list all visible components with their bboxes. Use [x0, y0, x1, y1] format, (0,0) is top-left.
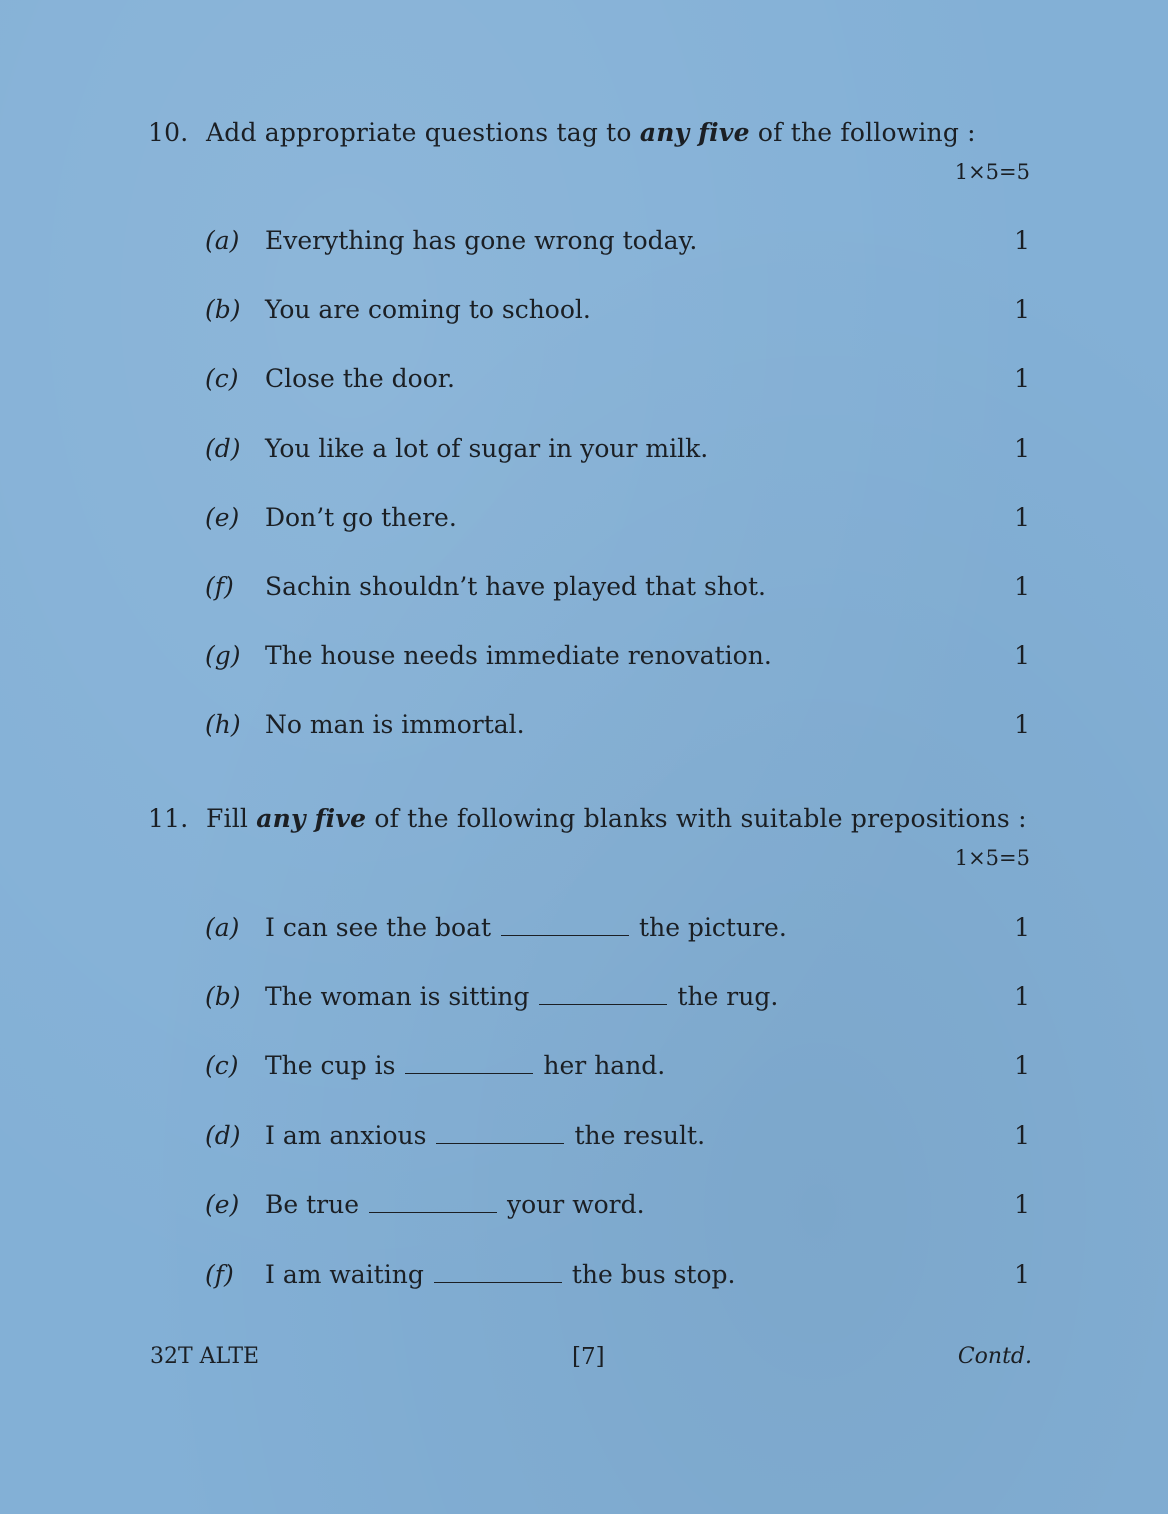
item-label: (c): [205, 364, 239, 393]
q11-item: [205, 1190, 1030, 1224]
q11-item: [205, 1121, 1030, 1155]
fill-blank: [436, 1123, 564, 1144]
item-label: (c): [205, 1051, 239, 1080]
q11-item: [205, 1260, 1030, 1294]
item-text: You like a lot of sugar in your milk.: [265, 434, 709, 463]
item-mark: 1: [1014, 1121, 1030, 1150]
item-text: No man is immortal.: [265, 710, 525, 739]
item-mark: 1: [1014, 710, 1030, 739]
q10-item: [205, 710, 1030, 744]
question-10-marks: 1×5=5: [954, 160, 1030, 184]
q10-item: [205, 572, 1030, 606]
item-text-after: the rug.: [677, 982, 779, 1011]
fill-blank: [434, 1262, 562, 1283]
q11-item: [205, 913, 1030, 947]
question-number: 10.: [148, 118, 189, 147]
item-text-before: The cup is: [265, 1051, 396, 1080]
item-text-after: her hand.: [543, 1051, 666, 1080]
item-mark: 1: [1014, 503, 1030, 532]
item-text-after: the result.: [574, 1121, 706, 1150]
item-label: (a): [205, 226, 240, 255]
question-text-end: of the following :: [749, 118, 976, 147]
item-mark: 1: [1014, 1051, 1030, 1080]
item-mark: 1: [1014, 913, 1030, 942]
item-text: [265, 1051, 665, 1080]
q10-item: [205, 364, 1030, 398]
q10-item: [205, 503, 1030, 537]
item-mark: 1: [1014, 1260, 1030, 1289]
item-label: (e): [205, 503, 240, 532]
item-label: (h): [205, 710, 241, 739]
item-text-after: your word.: [507, 1190, 645, 1219]
item-text: [265, 913, 787, 942]
item-label: (f): [205, 572, 234, 601]
item-label: (b): [205, 295, 241, 324]
item-mark: 1: [1014, 982, 1030, 1011]
item-text: Don’t go there.: [265, 503, 457, 532]
item-text: [265, 1190, 645, 1219]
item-text: Close the door.: [265, 364, 455, 393]
item-text-before: Be true: [265, 1190, 360, 1219]
question-text: [206, 118, 976, 147]
item-mark: 1: [1014, 1190, 1030, 1219]
item-text-before: The woman is sitting: [265, 982, 530, 1011]
q11-item: [205, 982, 1030, 1016]
question-text-start: Fill: [206, 804, 257, 833]
page-number: [7]: [572, 1344, 605, 1370]
question-text: [206, 804, 1027, 833]
item-label: (d): [205, 1121, 241, 1150]
question-number: 11.: [148, 804, 189, 833]
item-mark: 1: [1014, 295, 1030, 324]
fill-blank: [501, 915, 629, 936]
item-mark: 1: [1014, 364, 1030, 393]
item-label: (a): [205, 913, 240, 942]
item-mark: 1: [1014, 641, 1030, 670]
item-text: [265, 1121, 705, 1150]
item-label: (e): [205, 1190, 240, 1219]
q10-item: [205, 434, 1030, 468]
item-text-after: the bus stop.: [571, 1260, 736, 1289]
fill-blank: [369, 1192, 497, 1213]
question-text-emphasis: any five: [639, 118, 750, 147]
item-text-before: I can see the boat: [265, 913, 492, 942]
item-text-after: the picture.: [639, 913, 787, 942]
item-text: You are coming to school.: [265, 295, 591, 324]
item-mark: 1: [1014, 226, 1030, 255]
q10-item: [205, 295, 1030, 329]
item-label: (b): [205, 982, 241, 1011]
question-text-start: Add appropriate questions tag to: [206, 118, 640, 147]
item-text: Everything has gone wrong today.: [265, 226, 698, 255]
fill-blank: [405, 1053, 533, 1074]
item-text-before: I am waiting: [265, 1260, 424, 1289]
item-text: Sachin shouldn’t have played that shot.: [265, 572, 766, 601]
item-mark: 1: [1014, 434, 1030, 463]
paper-code: 32T ALTE: [150, 1344, 260, 1369]
item-text: The house needs immediate renovation.: [265, 641, 772, 670]
item-mark: 1: [1014, 572, 1030, 601]
item-label: (g): [205, 641, 241, 670]
item-label: (d): [205, 434, 241, 463]
q10-item: [205, 226, 1030, 260]
continued-label: Contd.: [957, 1344, 1032, 1369]
question-10-heading: [148, 118, 976, 147]
q10-item: [205, 641, 1030, 675]
item-text: [265, 982, 778, 1011]
question-text-emphasis: any five: [256, 804, 367, 833]
item-text: [265, 1260, 735, 1289]
question-11-marks: 1×5=5: [954, 846, 1030, 870]
question-text-end: of the following blanks with suitable prepositions :: [366, 804, 1027, 833]
q11-item: [205, 1051, 1030, 1085]
question-11-heading: [148, 804, 1027, 833]
fill-blank: [539, 984, 667, 1005]
item-text-before: I am anxious: [265, 1121, 427, 1150]
item-label: (f): [205, 1260, 234, 1289]
